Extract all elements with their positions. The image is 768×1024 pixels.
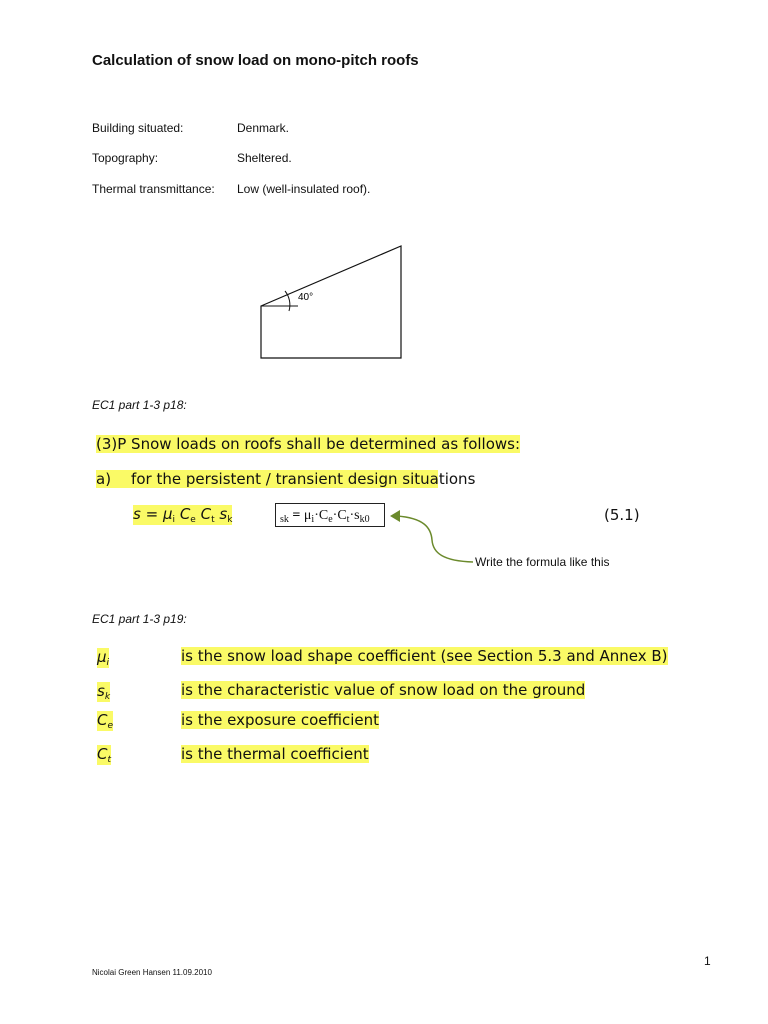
annotation-arrow [385,505,475,565]
annotation-label: Write the formula like this [475,555,610,569]
equation-number: (5.1) [604,506,640,524]
page-title: Calculation of snow load on mono-pitch roofs [92,52,419,69]
topography-value: Sheltered. [237,151,292,165]
roof-diagram [250,238,420,368]
angle-label: 40° [298,292,314,303]
snow-load-equation: $s = \mu_i$ $C_e$ $C_t$ $s_k$ [133,505,233,525]
roof-outline [261,246,401,358]
excerpt-line-1: (3)P Snow loads on roofs shall be determined as follows: [96,435,521,453]
building-situated-label: Building situated: [92,121,184,135]
formula-box: $_{sk} = \mu_i\cdot C_e\cdot C_t\cdot s_{k0}$ [275,503,385,527]
topography-label: Topography: [92,151,159,165]
footer-author-date: Nicolai Green Hansen 11.09.2010 [92,968,212,977]
definition-text-ce: is the exposure coefficient [181,711,380,729]
definition-text-mu: is the snow load shape coefficient (see Section 5.3 and Annex B) [181,647,668,665]
definition-text-ct: is the thermal coefficient [181,745,369,763]
definition-text-sk: is the characteristic value of snow load on the ground [181,681,586,699]
thermal-transmittance-label: Thermal transmittance: [92,182,215,196]
definition-symbol-ct: $C_t$ [97,745,112,765]
page-number: 1 [704,954,711,968]
thermal-transmittance-value: Low (well-insulated roof). [237,182,371,196]
reference-p19: EC1 part 1-3 p19: [92,612,187,626]
building-situated-value: Denmark. [237,121,290,135]
item-text: for the persistent / transient design situations [131,470,476,488]
reference-p18: EC1 part 1-3 p18: [92,398,187,412]
excerpt-item-a [96,470,476,488]
definition-symbol-sk: $s_k$ [97,682,111,702]
definition-symbol-mu: $\mu_i$ [97,648,110,668]
definition-symbol-ce: $C_e$ [97,711,114,731]
item-marker: a) [96,470,112,488]
